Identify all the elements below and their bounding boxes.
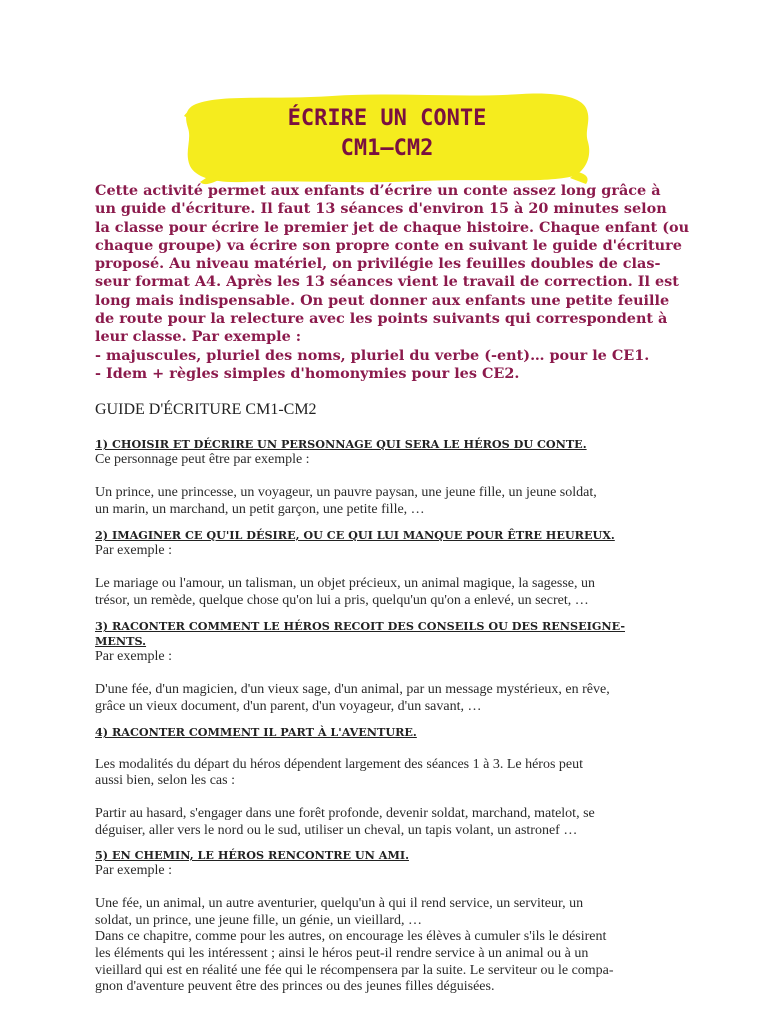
intro-paragraph [95,182,690,383]
section-heading: MENTS. [95,634,147,648]
section-text-line [95,560,675,577]
intro-line: Cette activité permet aux enfants d’écrire un conte assez long grâce à [95,182,661,199]
section-4 [95,725,675,840]
section-heading: 5) EN CHEMIN, LE HÉROS RENCONTRE UN AMI. [95,848,409,862]
section-text-line: Dans ce chapitre, comme pour les autres, on encourage les élèves à cumuler s'ils le désirent [95,929,607,945]
section-text-line: Un prince, une princesse, un voyageur, un pauvre paysan, une jeune fille, un jeune soldat, [95,485,597,501]
section-text-line: soldat, un prince, une jeune fille, un génie, un vieillard, … [95,912,422,928]
section-text-line: Le mariage ou l'amour, un talisman, un objet précieux, un animal magique, la sagesse, un [95,576,595,592]
section-text-line: D'une fée, d'un magicien, d'un vieux sage, d'un animal, par un message mystérieux, en rêve, [95,682,610,698]
section-text-line [95,666,675,683]
section-heading: 4) RACONTER COMMENT IL PART À L'AVENTURE. [95,725,417,739]
section-text-line: Partir au hasard, s'engager dans une forêt profonde, devenir soldat, marchand, matelot, se [95,806,595,822]
intro-line: seur format A4. Après les 13 séances vient le travail de correction. Il est [95,273,679,291]
section-3 [95,619,675,715]
title-banner [182,86,592,186]
intro-line: chaque groupe) va écrire son propre conte en suivant le guide d'écriture [95,236,682,254]
section-text-line: Une fée, un animal, un autre aventurier, quelqu'un à qui il rend service, un serviteur, un [95,896,584,912]
intro-line: la classe pour écrire le premier jet de chaque histoire. Chaque enfant (ou [95,218,690,236]
section-text-line: grâce un vieux document, d'un parent, d'un voyageur, d'un savant, … [95,698,482,714]
section-2 [95,528,675,609]
section-text-line: Les modalités du départ du héros dépendent largement des séances 1 à 3. Le héros peut [95,756,584,772]
section-5 [95,848,675,996]
section-text-line: gnon d'aventure peuvent être des princes ou des jeunes filles déguisées. [95,979,495,995]
intro-line: un guide d'écriture. Il faut 13 séances d'environ 15 à 20 minutes selon [95,200,667,218]
intro-line: de route pour la relecture avec les points suivants qui correspondent à [95,310,668,328]
section-heading: 1) CHOISIR ET DÉCRIRE UN PERSONNAGE QUI SERA LE HÉROS DU CONTE. [95,437,587,451]
section-text-line: Par exemple : [95,863,172,878]
section-1 [95,437,675,518]
intro-line: - majuscules, pluriel des noms, pluriel du verbe (-ent)… pour le CE1. [95,346,650,364]
section-text-line: les éléments qui les intéressent ; ainsi le héros peut-il rendre service à un animal ou à un [95,945,589,961]
section-text-line: Ce personnage peut être par exemple : [95,452,310,467]
section-text-line [95,880,675,897]
title-line-1: ÉCRIRE UN CONTE [287,106,487,131]
section-text-line [95,790,675,807]
section-text-line [95,469,675,486]
title-line-2: CM1—CM2 [340,136,434,161]
section-text-line: trésor, un remède, quelque chose qu'on lui a pris, quelqu'un qu'on a enlevé, un secret, … [95,592,589,608]
intro-line: leur classe. Par exemple : [95,328,302,346]
section-text-line: Par exemple : [95,543,172,558]
section-heading: 2) IMAGINER CE QU'IL DÉSIRE, OU CE QUI LUI MANQUE POUR ÊTRE HEUREUX. [95,528,615,542]
intro-line: proposé. Au niveau matériel, on privilégie les feuilles doubles de clas- [95,255,661,273]
section-text-line: vieillard qui est en réalité une fée qui le récompensera par la suite. Le serviteur ou le compa- [95,962,614,978]
guide-heading: GUIDE D'ÉCRITURE CM1-CM2 [95,401,317,418]
section-text-line: aussi bien, selon les cas : [95,773,235,789]
section-heading: 3) RACONTER COMMENT LE HÉROS RECOIT DES CONSEILS OU DES RENSEIGNE- [95,619,625,633]
section-text-line [95,740,675,757]
intro-line: long mais indispensable. On peut donner aux enfants une petite feuille [95,291,670,309]
section-text-line: un marin, un marchand, un petit garçon, une petite fille, … [95,501,425,517]
section-text-line: déguiser, aller vers le nord ou le sud, utiliser un cheval, un tapis volant, un astronef … [95,822,578,838]
section-text-line: Par exemple : [95,649,172,664]
intro-line: - Idem + règles simples d'homonymies pour les CE2. [95,364,520,382]
